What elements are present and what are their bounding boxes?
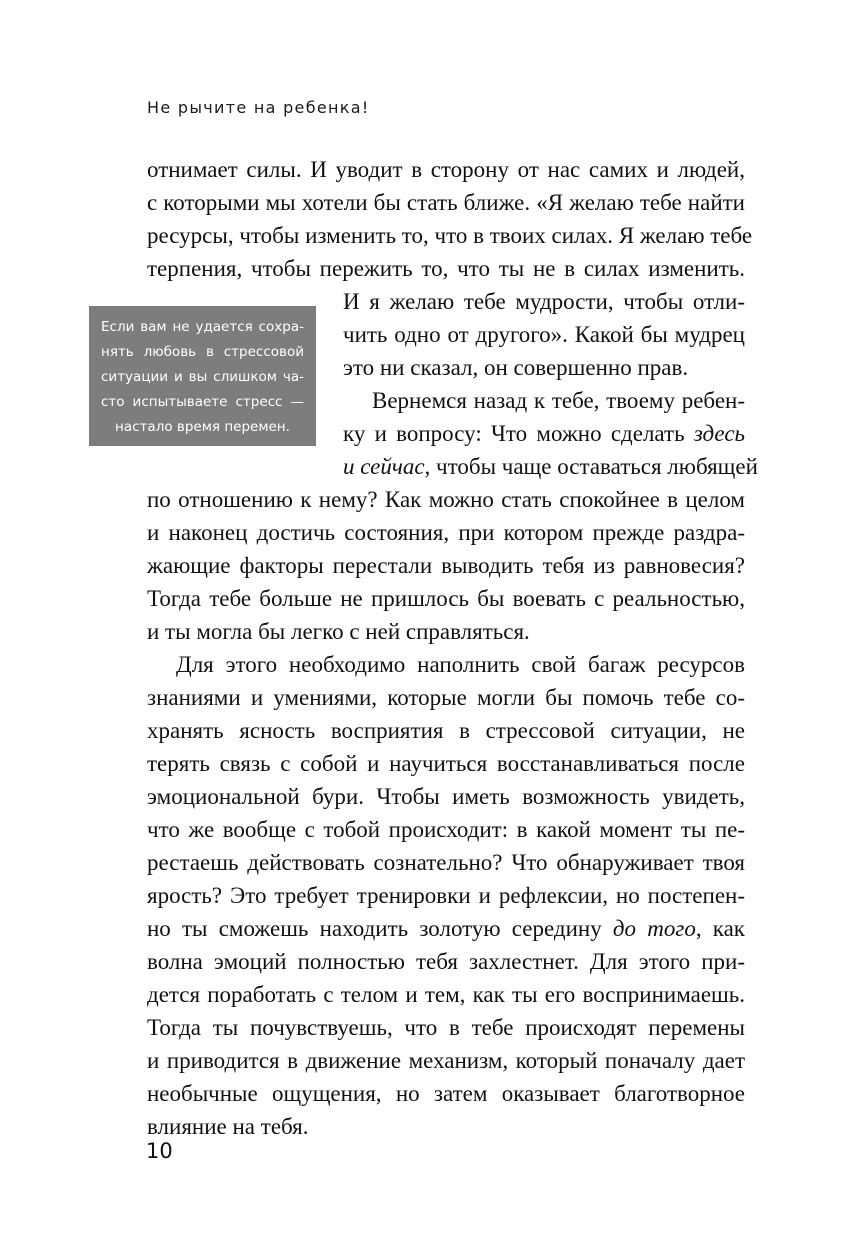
body-text: , чтобы чаще оставаться любящей xyxy=(424,454,758,479)
emphasis-text: и сейчас xyxy=(343,454,425,479)
body-line: Для этого необходимо наполнить свой багаж ресурсов xyxy=(176,652,745,677)
body-line: и наконец достичь состояния, при котором прежде раздра- xyxy=(147,520,745,545)
body-line: И я желаю тебе мудрости, чтобы отли- xyxy=(343,289,745,314)
body-line: влияние на тебя. xyxy=(147,1114,309,1139)
body-line: что же вообще с тобой происходит: в какой момент ты пе- xyxy=(147,817,745,842)
running-head: Не рычите на ребенка! xyxy=(147,98,370,117)
page-number: 10 xyxy=(146,1139,173,1163)
body-text: , как xyxy=(695,916,745,941)
body-line: терпения, чтобы пережить то, что ты не в силах изменить. xyxy=(147,256,745,281)
sidebar-line: нять любовь в стрессовой xyxy=(101,344,304,360)
sidebar-line: ситуации и вы слишком ча- xyxy=(101,369,304,385)
body-line: и приводится в движение механизм, который поначалу дает xyxy=(147,1048,745,1073)
emphasis-text: здесь xyxy=(693,421,745,446)
body-line: необычные ощущения, но затем оказывает благотворное xyxy=(147,1081,745,1106)
body-line: с которыми мы хотели бы стать ближе. «Я желаю тебе найти xyxy=(147,190,745,215)
body-line: рестаешь действовать сознательно? Что обнаруживает твоя xyxy=(147,850,745,875)
body-line: Тогда ты почувствуешь, что в тебе происходят перемены xyxy=(147,1015,745,1040)
body-line: чить одно от другого». Какой бы мудрец xyxy=(343,322,745,347)
body-line xyxy=(147,913,745,945)
body-line: Тогда тебе больше не пришлось бы воевать с реальностью, xyxy=(147,586,745,611)
body-line: эмоциональной бури. Чтобы иметь возможность увидеть, xyxy=(147,784,745,809)
body-line: знаниями и умениями, которые могли бы помочь тебе со- xyxy=(147,685,745,710)
body-line xyxy=(343,451,758,483)
body-line: дется поработать с телом и тем, как ты его воспринимаешь. xyxy=(147,982,745,1007)
body-line xyxy=(343,418,745,450)
sidebar-callout xyxy=(89,306,316,446)
body-line: волна эмоций полностью тебя захлестнет. Для этого при- xyxy=(147,949,745,974)
body-line: ярость? Это требует тренировки и рефлексии, но постепен- xyxy=(147,883,745,908)
emphasis-text: до того xyxy=(612,916,696,941)
sidebar-line: сто испытываете стресс — xyxy=(101,394,304,410)
sidebar-line: настало время перемен. xyxy=(115,419,290,435)
body-line: ресурсы, чтобы изменить то, что в твоих силах. Я желаю тебе xyxy=(147,223,753,248)
sidebar-line: Если вам не удается сохра- xyxy=(101,319,304,335)
body-line: по отношению к нему? Как можно стать спокойнее в целом xyxy=(147,487,745,512)
body-line: терять связь с собой и научиться восстанавливаться после xyxy=(147,751,745,776)
body-line: отнимает силы. И уводит в сторону от нас самих и людей, xyxy=(147,157,745,182)
body-line: это ни сказал, он совершенно прав. xyxy=(343,355,689,380)
body-text: но ты сможешь находить золотую середину xyxy=(147,916,602,941)
body-line: Вернемся назад к тебе, твоему ребен- xyxy=(372,388,745,413)
body-line: жающие факторы перестали выводить тебя из равновесия? xyxy=(147,553,745,578)
body-line: хранять ясность восприятия в стрессовой ситуации, не xyxy=(147,718,745,743)
body-line: и ты могла бы легко с ней справляться. xyxy=(147,619,530,644)
body-text: ку и вопросу: Что можно сделать xyxy=(343,421,685,446)
